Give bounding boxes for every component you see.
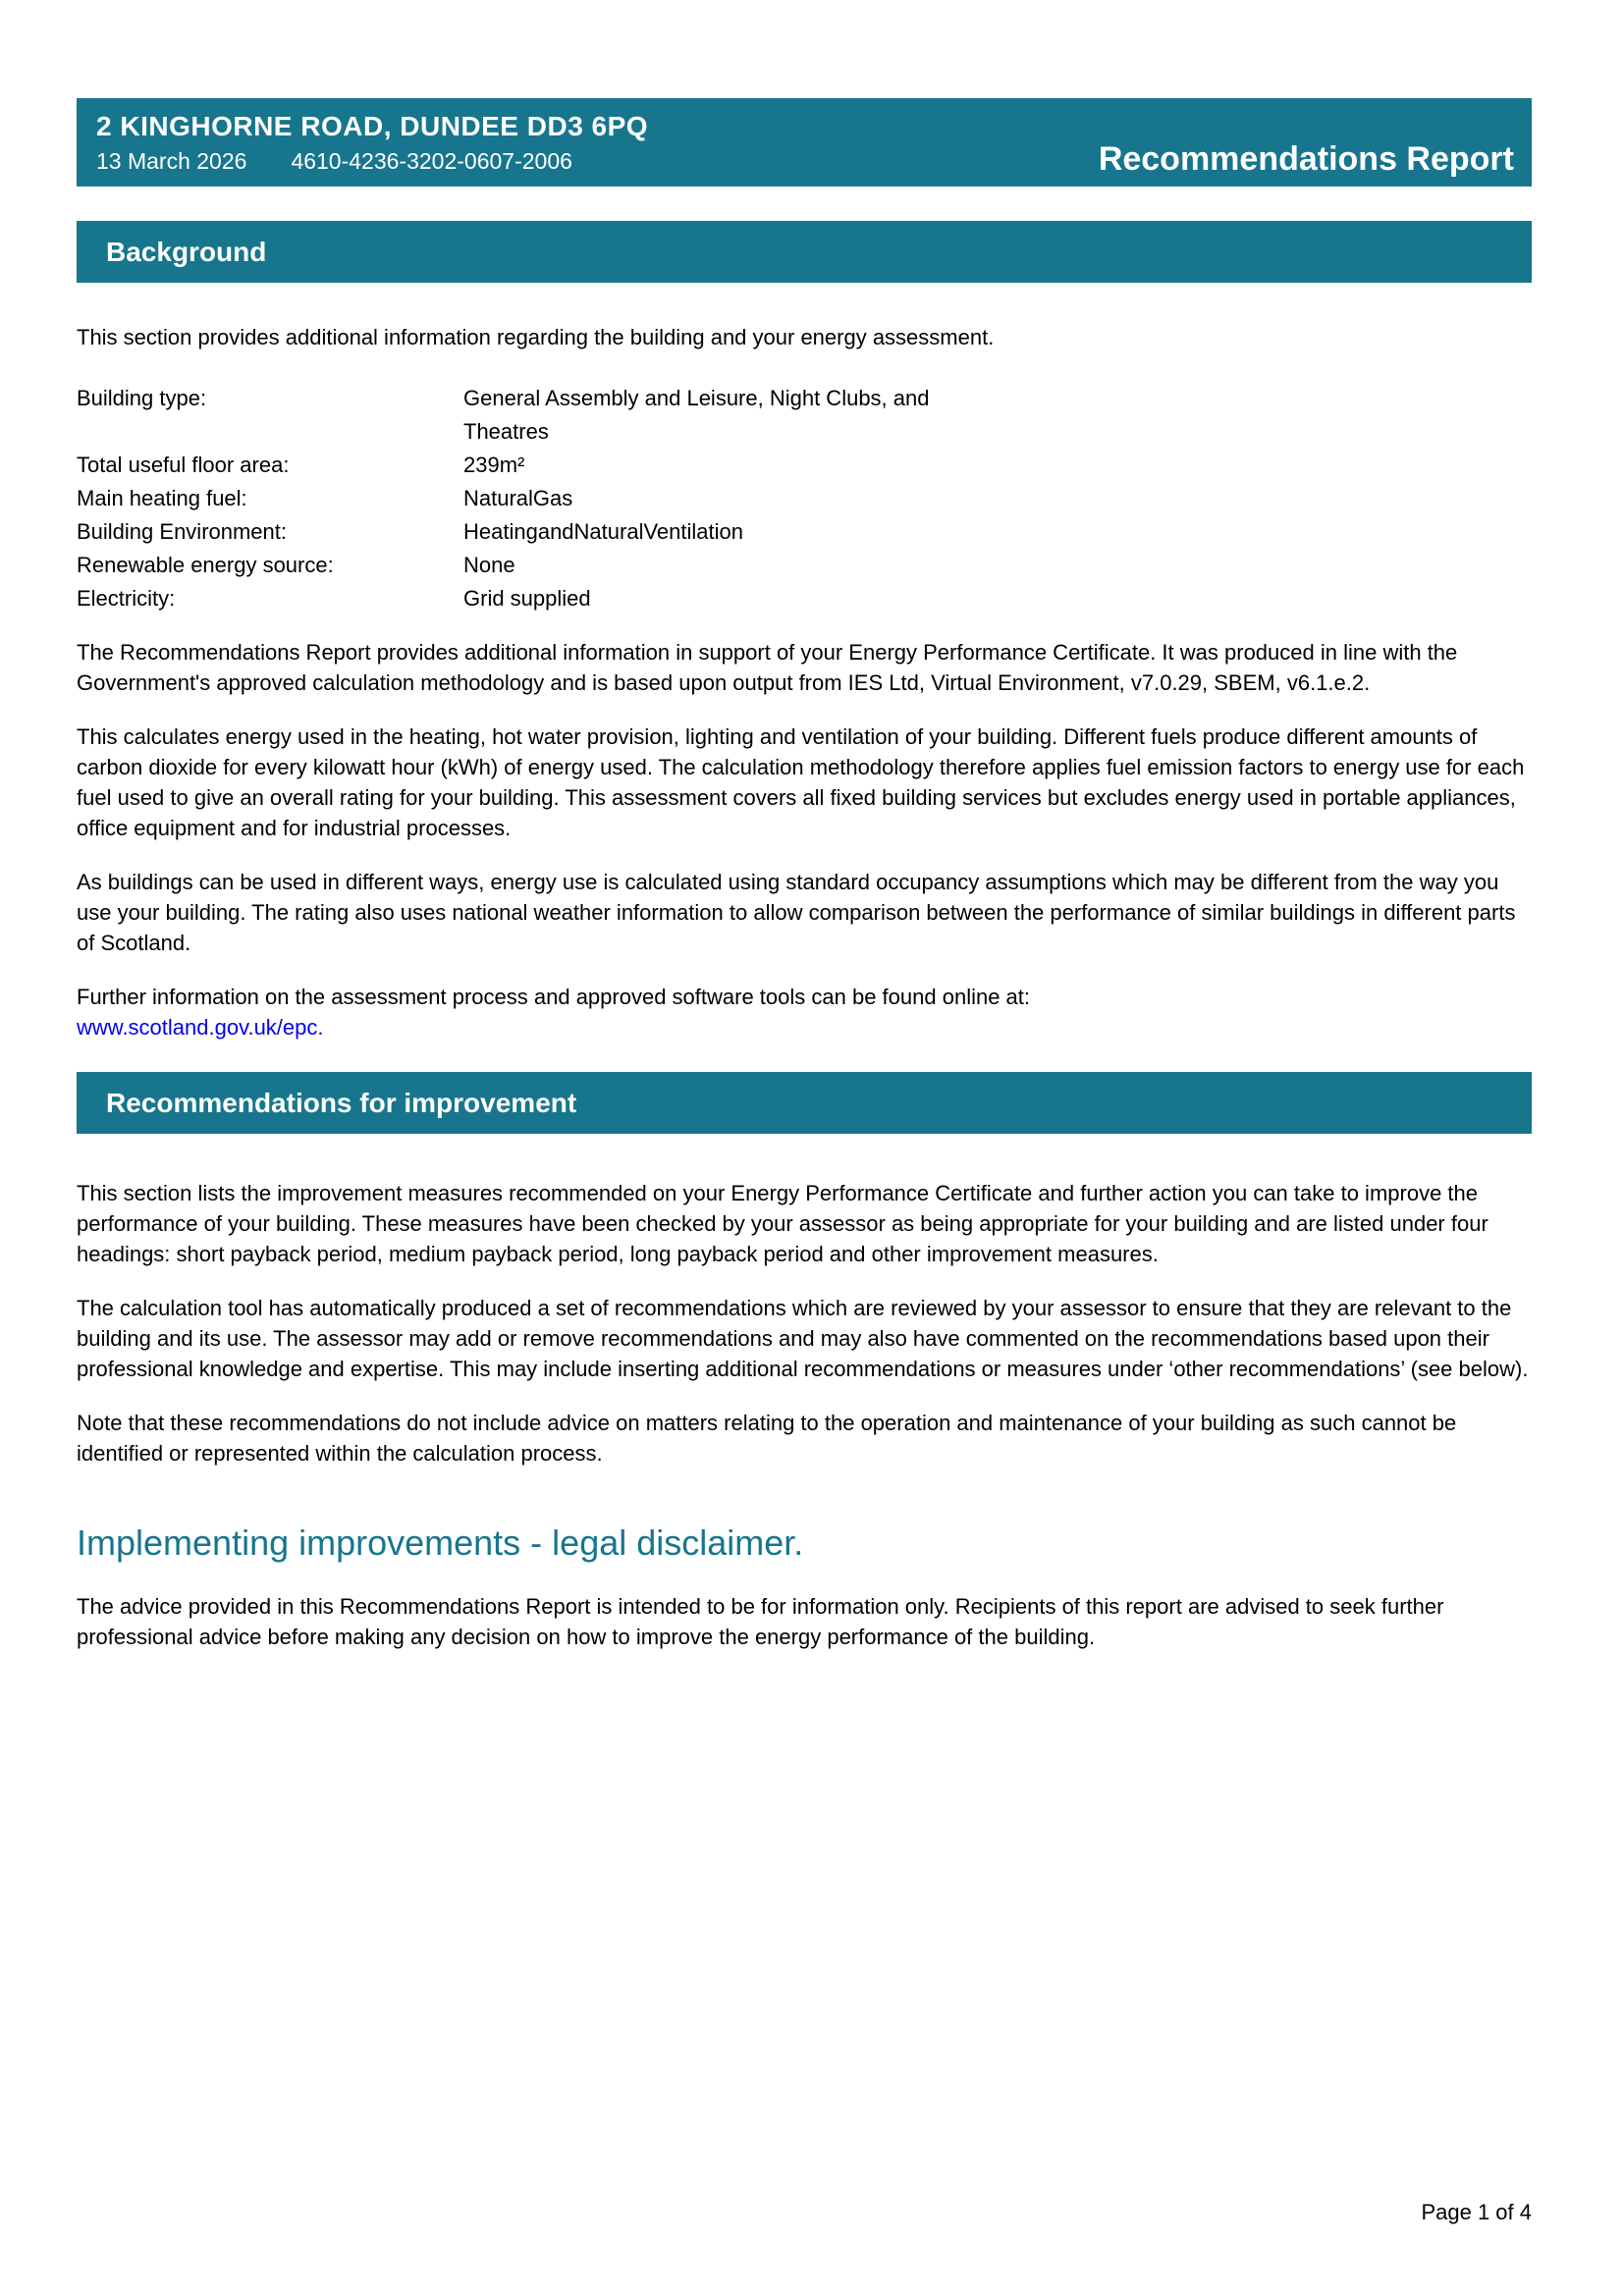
detail-value: Grid supplied — [463, 586, 591, 611]
detail-value: NaturalGas — [463, 486, 573, 510]
detail-value: General Assembly and Leisure, Night Clubs, and Theatres — [463, 386, 930, 444]
report-meta — [96, 148, 648, 175]
report-title: Recommendations Report — [1098, 140, 1514, 178]
disclaimer-paragraph: The advice provided in this Recommendations Report is intended to be for information only. Recipients of this report are advised to seek further professional advice before making any decision on how to improve the energy performance of the building. — [77, 1594, 1444, 1649]
detail-row-building-environment — [77, 515, 1532, 549]
further-info-paragraph — [77, 982, 1532, 1042]
detail-value: HeatingandNaturalVentilation — [463, 519, 743, 544]
background-paragraph: This calculates energy used in the heating, hot water provision, lighting and ventilation of your building. Different fuels produce different amounts of carbon dioxide for every kilowatt hour (kWh) of energy used. The calculation methodology therefore applies fuel emission factors to energy use for each fuel used to give an overall rating for your building. This assessment covers all fixed building services but excludes energy used in portable appliances, office equipment and for industrial processes. — [77, 724, 1525, 840]
detail-label: Main heating fuel: — [77, 486, 247, 510]
report-date: 13 March 2026 — [96, 147, 247, 174]
disclaimer-section — [77, 1522, 1532, 1652]
background-section-title: Background — [106, 236, 267, 267]
detail-row-building-type — [77, 382, 1532, 449]
report-header-band — [77, 98, 1532, 187]
recommendations-paragraph: Note that these recommendations do not include advice on matters relating to the operation and maintenance of your building as such cannot be identified or represented within the calculation process. — [77, 1411, 1457, 1466]
detail-label: Renewable energy source: — [77, 553, 334, 577]
detail-value: None — [463, 553, 515, 577]
report-header-left — [96, 98, 648, 187]
background-intro: This section provides additional information regarding the building and your energy assessment. — [77, 325, 995, 349]
property-address: 2 KINGHORNE ROAD, DUNDEE DD3 6PQ — [96, 110, 649, 141]
detail-row-electricity — [77, 582, 1532, 615]
further-info-text: Further information on the assessment process and approved software tools can be found online at: — [77, 985, 1031, 1009]
detail-row-heating-fuel — [77, 482, 1532, 515]
detail-value: 239m² — [463, 453, 525, 477]
recommendations-paragraph: The calculation tool has automatically produced a set of recommendations which are reviewed by your assessor to ensure that they are relevant to the building and its use. The assessor may add or remove recommendations and may also have commented on the recommendations based upon their professional knowledge and expertise. This may include inserting additional recommendations or measures under ‘other recommendations’ (see below). — [77, 1296, 1529, 1381]
epc-website-link[interactable]: www.scotland.gov.uk/epc. — [77, 1015, 324, 1040]
recommendations-section-band — [77, 1072, 1532, 1134]
detail-label: Electricity: — [77, 586, 176, 611]
detail-label: Building type: — [77, 386, 207, 410]
recommendations-paragraph: This section lists the improvement measures recommended on your Energy Performance Certificate and further action you can take to improve the performance of your building. These measures have been checked by your assessor as being appropriate for your building and are listed under four headings: short payback period, medium payback period, long payback period and other improvement measures. — [77, 1181, 1488, 1266]
background-section-band — [77, 221, 1532, 283]
detail-label: Building Environment: — [77, 519, 288, 544]
detail-row-floor-area — [77, 449, 1532, 482]
disclaimer-heading: Implementing improvements - legal disclaimer. — [77, 1522, 804, 1563]
background-section — [77, 221, 1532, 1042]
recommendations-section-title: Recommendations for improvement — [106, 1087, 577, 1118]
recommendations-section — [77, 1072, 1532, 1468]
background-paragraph: As buildings can be used in different ways, energy use is calculated using standard occupancy assumptions which may be different from the way you use your building. The rating also uses national weather information to allow comparison between the performance of similar buildings in different parts of Scotland. — [77, 870, 1516, 955]
detail-row-renewable-energy — [77, 549, 1532, 582]
detail-label: Total useful floor area: — [77, 453, 290, 477]
page-number: Page 1 of 4 — [1421, 2200, 1532, 2224]
background-paragraph: The Recommendations Report provides additional information in support of your Energy Performance Certificate. It was produced in line with the Government's approved calculation methodology and is based upon output from IES Ltd, Virtual Environment, v7.0.29, SBEM, v6.1.e.2. — [77, 640, 1458, 695]
report-number: 4610-4236-3202-0607-2006 — [291, 147, 572, 174]
building-details-list — [77, 382, 1532, 615]
